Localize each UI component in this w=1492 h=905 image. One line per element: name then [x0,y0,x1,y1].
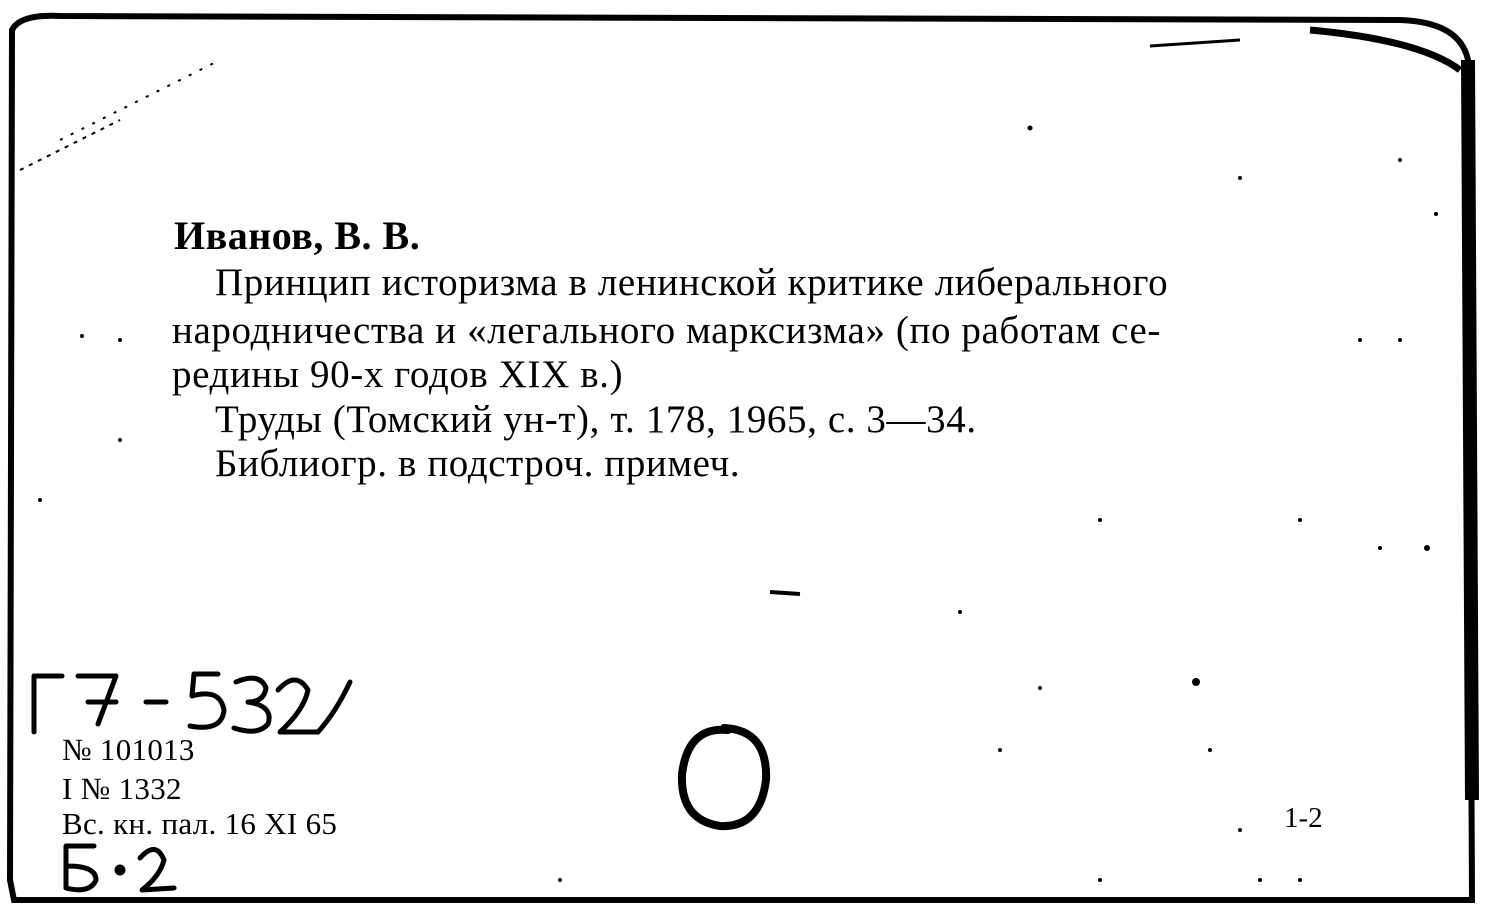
number-line: № 101013 [62,732,195,767]
title-line-2: народничества и «легального марксизма» (по работам се- [172,309,1161,352]
handwritten-circle-mark [668,720,780,836]
handwritten-call-number [28,662,358,740]
title-line-3: редины 90-х годов XIX в.) [172,353,624,396]
title-line-1: Принцип историзма в ленинской критике либерального [215,261,1169,304]
source-line: Труды (Томский ун-т), т. 178, 1965, с. 3—34. [215,398,977,441]
handwritten-shelf-mark [60,840,190,896]
registry-line: I № 1332 [62,771,182,806]
page-range: 1-2 [1284,802,1323,834]
book-chamber-line: Вс. кн. пал. 16 XI 65 [62,806,338,841]
bibliography-note: Библиогр. в подстроч. примеч. [215,442,741,485]
author-heading: Иванов, В. В. [174,213,421,258]
